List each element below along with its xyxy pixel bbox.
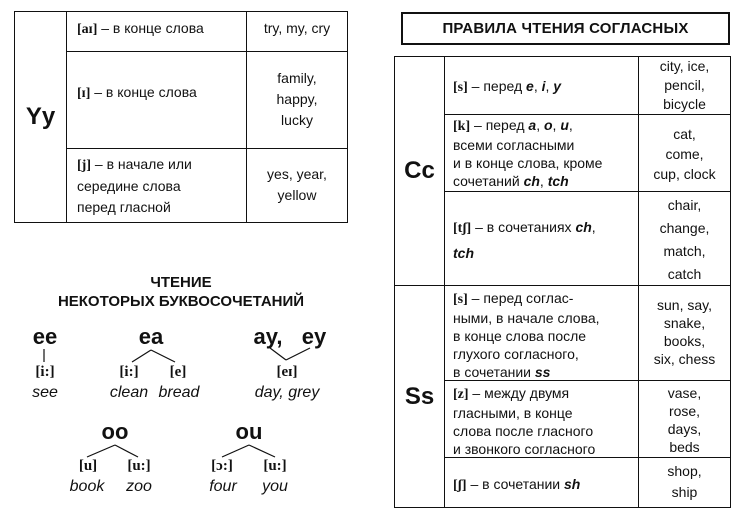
c-row-1-pre: – перед [467,78,527,94]
ea-connector-right [151,350,175,362]
ea-example-1: clean [109,384,149,401]
c-row-1-comma1: , [533,78,542,94]
s-row-1-line-5-pre: в сочетании [453,364,535,380]
ou-example-1: four [209,478,237,495]
s-row-1-word-3: books, [663,333,706,349]
c-row-2-line-2: всеми согласными [453,137,575,153]
c-row-2-comma2: , [552,117,561,133]
c-row-1-y: y [553,78,562,94]
s-row-2-word-4: beds [669,439,700,455]
c-row-3-word-1: chair, [667,197,702,213]
s-row-3-word-2: ship [671,484,698,500]
s-row-1-sound: [s] [453,292,468,307]
c-row-2-comma1: , [536,117,544,133]
s-row-1-line-3: в конце слова после [453,328,587,344]
oo-sound-2: [u:] [127,458,151,474]
y-row-1-text: – в конце слова [97,20,204,36]
s-row-3-sh: sh [564,476,581,492]
c-row-3-word-3: match, [663,243,706,259]
ay-sound: [eɪ] [276,364,298,380]
ea-example-2: bread [158,384,200,401]
c-row-2-tch: tch [547,173,569,189]
combinations-title-line-1: ЧТЕНИЕ [150,274,212,291]
s-row-2-word-1: vase, [667,385,702,401]
y-row-3-line-1: – в начале или [91,156,192,172]
oo-example-2: zoo [126,478,152,495]
c-row-3-tch: tch [453,245,474,261]
s-row-3-word-1: shop, [667,463,702,479]
s-row-1-line-2: ными, в начале слова, [453,310,600,326]
ay-example: day, grey [254,384,320,401]
s-row-2-line-4: и звонкого согласного [453,441,596,457]
s-row-2-word-3: days, [667,421,702,437]
y-row-2-sound: [ɪ] [77,86,91,101]
s-row-1-word-4: six, chess [653,351,716,367]
c-row-1-sound: [s] [453,80,468,95]
s-row-2-line-1: – между двумя [468,385,570,401]
y-row-3-word-1: yes, year, [267,166,327,182]
s-row-1-ss: ss [534,364,551,380]
s-row-1-line-4: глухого согласного, [453,346,579,362]
c-row-1-i: i [541,78,546,94]
ea-sound-1: [i:] [119,364,139,380]
oo-sound-1: [u] [78,458,98,474]
c-row-1-word-3: bicycle [663,96,706,112]
s-row-2-line-2: гласными, в конце [453,405,573,421]
y-row-2-word-2: happy, [276,91,318,107]
c-row-2-word-2: come, [665,146,704,162]
ou-sound-2: [u:] [263,458,287,474]
ea-sound-2: [e] [169,364,187,380]
consonants-title-text: ПРАВИЛА ЧТЕНИЯ СОГЛАСНЫХ [442,20,689,37]
c-row-2-o: o [543,117,553,133]
c-row-3-word-2: change, [659,220,710,236]
c-row-2-pre: – перед [470,117,529,133]
c-row-2-word-3: cup, clock [653,166,716,182]
s-row-1-word-2: snake, [663,315,706,331]
c-row-2-a: a [528,117,537,133]
ee-letters: ee [32,324,58,349]
y-row-1-sound: [aɪ] [77,22,98,37]
c-letter: Cc [404,157,435,184]
c-row-1-word-1: city, ice, [659,58,710,74]
y-row-3-line-3: перед гласной [77,199,171,215]
oo-example-1: book [69,478,105,495]
y-row-2-word-3: lucky [281,112,313,128]
c-row-1-e: e [526,78,534,94]
c-row-2-u: u [560,117,569,133]
oo-connector-right [115,445,138,457]
y-row-2-text: – в конце слова [90,84,197,100]
c-row-2-ch: ch [523,173,540,189]
c-row-2-comma: , [539,173,548,189]
ea-letters: ea [138,324,164,349]
c-row-2-sound: [k] [453,119,471,134]
oo-letters: oo [101,419,129,444]
ou-example-2: you [262,478,288,495]
ey-letters: ey [301,324,327,349]
s-row-2-line-3: слова после гласного [453,423,594,439]
c-row-3-comma: , [591,219,596,235]
combinations-title-line-2: НЕКОТОРЫХ БУКВОСОЧЕТАНИЙ [57,293,305,310]
y-letter: Yy [25,103,56,130]
ea-connector-left [132,350,151,362]
s-row-1-word-1: sun, say, [657,297,712,313]
y-row-2-word-1: family, [277,70,317,86]
c-row-3-sound: [tʃ] [453,221,472,236]
y-row-3-sound: [j] [77,158,91,173]
ou-letters: ou [235,419,263,444]
s-letter: Ss [404,382,435,410]
c-row-2-line-3: и в конце слова, кроме [453,155,603,171]
s-row-3-pre: – в сочетании [466,476,565,492]
ou-connector-right [249,445,275,457]
c-row-3-ch: ch [575,219,592,235]
c-row-2-comma3: , [568,117,573,133]
ee-example: see [32,384,58,401]
ou-connector-left [222,445,249,457]
c-row-2-word-1: cat, [673,126,696,142]
c-row-3-pre: – в сочетаниях [471,219,576,235]
ee-sound: [i:] [35,364,55,380]
ay-letters: ay, [253,324,283,349]
s-row-3-sound: [ʃ] [453,478,467,493]
c-row-1-comma2: , [545,78,554,94]
ou-sound-1: [ɔ:] [211,458,233,474]
y-row-3-line-2: середине слова [77,178,181,194]
s-row-2-sound: [z] [453,387,469,402]
c-row-3-word-4: catch [667,266,702,282]
y-row-1-word-1: try, my, cry [263,20,331,36]
y-row-3-word-2: yellow [277,187,317,203]
oo-connector-left [87,445,115,457]
c-row-1-word-2: pencil, [664,77,705,93]
s-row-2-word-2: rose, [668,403,701,419]
c-row-2-line-4-pre: сочетаний [453,173,524,189]
s-row-1-line-1: – перед соглас- [467,290,574,306]
